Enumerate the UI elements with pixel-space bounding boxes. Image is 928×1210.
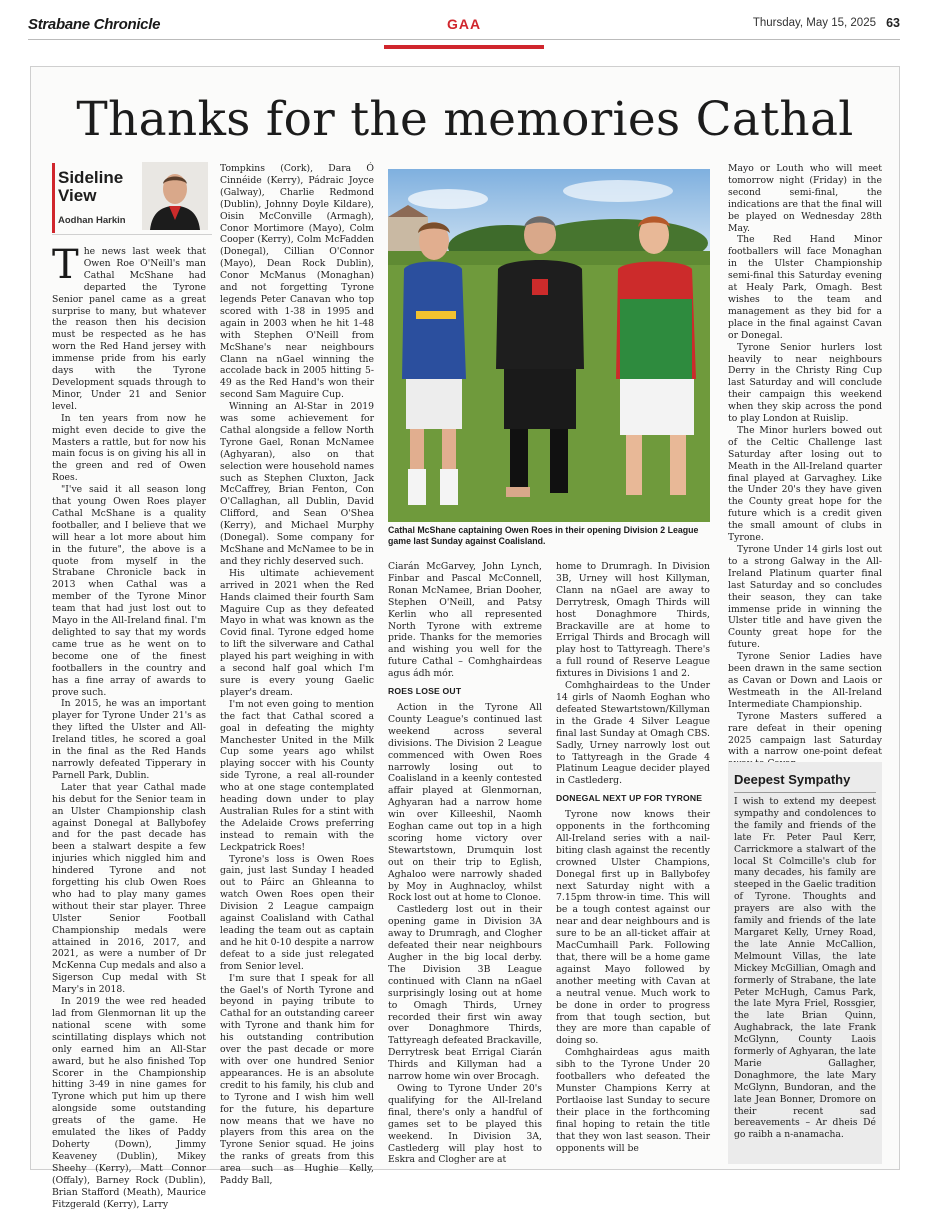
sympathy-box xyxy=(728,762,882,1164)
body-paragraph: Tyrone now knows their opponents in the forthcoming All-Ireland series with a nail-biting clash against the recently crowned Ulster Champions, Donegal first up in Ballybofey next Saturday night with a 7.15pm throw-in time. This will be a tough contest against our near and dear neighbours and is sure to be an all-ticket affair at MacCumhaill Park. Following that, there will be a home game against Mayo followed by another meeting with Cavan at a neutral venue. Much work to be done in order to progress from that tough section, but they are more than capable of doing so. xyxy=(556,809,710,1047)
subheading: DONEGAL NEXT UP FOR TYRONE xyxy=(556,793,703,804)
sympathy-body: I wish to extend my deepest sympathy and condolences to the family and friends of the late Fr. Peter Paul Kerr, Carrickmore a stalwart of the local St Colmcille's club for many decades, his family are steeped in the Gaelic tradition of Tyrone. Thoughts and prayers are also with the family and friends of the late Margaret Kelly, Urney Road, the late Annie McCallion, Melmount Villas, the late Mickey McGillian, Omagh and formerly of Strabane, the late Peter McHugh, Camus Park, the late Myra Friel, Rossgier, the late Brian Quinn, Aughabrack, the late Frank McGlynn, County Laois formerly of Aghyaran, the late Marie Gallagher, Donaghmore, the late Mary McGlynn, Bundoran, and the late Jean Bonner, Dromore on their recent sad bereavements – Ar dheis Dé go raibh a n-anamacha. xyxy=(734,796,876,1141)
body-paragraph: Owing to Tyrone Under 20's qualifying for the All-Ireland final, there's only a handful of games set to be played this weekend. In Division 3A, Castlederg will play host to Eskra and Clogher are at xyxy=(388,1082,542,1166)
body-paragraph: In 2019 the wee red headed lad from Glenmornan lit up the national scene with some scintillating displays which not only earned him an All-Star award, but he also finished Top Scorer in the Championship hitting 3-49 in nine games for Tyrone which put him up there alongside some outstanding greats of the game. He emulated the likes of Paddy Doherty (Down), Jimmy Keaveney (Dublin), Mikey Sheehy (Kerry), Matt Connor (Offaly), Barney Rock (Dublin), Brian Stafford (Meath), Maurice Fitzgerald (Kerry), Larry xyxy=(52,996,206,1210)
article-column-2 xyxy=(220,163,374,1187)
body-paragraph: Tyrone's loss is Owen Roes gain, just last Sunday I headed out to Páirc an Ghleanna to watch Owen Roes open their Division 2 League campaign against Coalisland with Cathal leading the team out as captain and he hit 0-10 despite a narrow defeat to a side just relegated from Senior level. xyxy=(220,853,374,972)
body-paragraph: Tyrone Senior Ladies have been drawn in the same section as Cavan or Down and Laois or Westmeath in the All-Ireland Intermediate Championship. xyxy=(728,651,882,710)
body-paragraph: The Minor hurlers bowed out of the Celtic Challenge last Saturday after losing out to Meath in the All-Ireland quarter final played at Garvaghey. Like the Under 20's they have given the County great hope for the future which is a credit given the small amount of clubs in Tyrone. xyxy=(728,424,882,544)
body-paragraph: In 2015, he was an important player for Tyrone Under 21's as they lifted the Ulster and All-Ireland titles, he scored a goal in the final as the Red Hands narrowly defeated Tipperary in Parnell Park, Dublin. xyxy=(52,698,206,781)
body-paragraph: His ultimate achievement arrived in 2021 when the Red Hands claimed their fourth Sam Maguire Cup as they defeated Mayo in what was known as the Covid final. Tyrone edged home to lift the silverware and Cathal played his part weighing in with a second half goal which I'm sure is every young Gaelic player's dream. xyxy=(220,567,374,698)
body-paragraph: In ten years from now he might even decide to give the Masters a rattle, but for now his main focus is on giving his all in the green and red of Owen Roes. xyxy=(52,412,206,484)
body-paragraph: Tyrone Masters suffered a rare defeat in their opening 2025 campaign last Saturday with a narrow one-point defeat xyxy=(728,710,882,758)
article-column-1 xyxy=(52,242,206,1210)
photo-caption: Cathal McShane captaining Owen Roes in their opening Division 2 League game last Sunday against Coalisland. xyxy=(388,525,699,546)
body-paragraph: Comhghairdeas agus maith sibh to the Tyrone Under 20 footballers who defeated the Munster Champions Kerry at Portlaoise last Sunday to secure their place in the forthcoming final hoping to retain the title that they won last season. Their opponents will be xyxy=(556,1047,710,1154)
author-photo xyxy=(142,162,208,230)
paragraph-text: he news last week that Owen Roe O'Neill's man Cathal McShane had departed the Tyrone Senior panel came as a great surprise to many, but whatever the reason then his decision must be respected as he has worn the Red Hand jersey with immense pride from his early days with the Tyrone Development squads through to Minor, Under 21 and Senior level. xyxy=(52,246,206,412)
author-name: Aodhan Harkin xyxy=(58,215,126,226)
section-accent-bar xyxy=(384,45,544,49)
players-and-referee-photo xyxy=(388,169,710,522)
body-paragraph: Tyrone Senior hurlers lost heavily to near neighbours Derry in the Christy Ring Cup last Saturday and will conclude their campaign this weekend when they skip across the pond to play London at Ruislip. xyxy=(728,341,882,425)
body-paragraph: Comhghairdeas to the Under 14 girls of Naomh Eoghan who defeated Stewartstown/Killyman in the Grade 4 Silver League final last Sunday at Omagh CBS. Sadly, Urney narrowly lost out to Tattyreagh in the Grade 4 Platinum League decider played in Castlederg. xyxy=(556,680,710,787)
masthead-divider xyxy=(28,39,900,40)
issue-date: Thursday, May 15, 2025 xyxy=(752,17,876,29)
match-photo xyxy=(388,169,710,522)
body-paragraph: "I've said it all season long that young Owen Roes player Cathal McShane is a quality footballer, and I believe that we will hear a lot more about him in the future", the above is a quote from myself in the Strabane Chronicle back in 2013 when Cathal was a member of the Tyrone Minor team that had just lost out to Mayo in the All-Ireland final. I'm delighted to say that my words came true as he went on to become one of the finest footballers in the country and has a fine array of awards to prove such. xyxy=(52,484,206,698)
masthead xyxy=(28,14,900,36)
byline-accent-bar xyxy=(52,163,55,233)
subheading: ROES LOSE OUT xyxy=(388,686,462,697)
body-paragraph: Winning an Al-Star in 2019 was some achievement for Cathal alongside a fellow North Tyrone Gael, Ronan McNamee (Aghyaran), also on that selection were household names such as Stephen Cluxton, Jack McCaffrey, Brian Fenton, Con O'Callaghan, all Dublin, David Clifford, and Sean O'Shea (Kerry), and Michael Murphy (Donegal). Some company for McShane and McNamee to be in and they richly deserved such. xyxy=(220,401,374,567)
body-paragraph: Tompkins (Cork), Dara Ó Cinnéide (Kerry), Pádraic Joyce (Galway), Charlie Redmond (Dublin), Johnny Doyle Kildare), Oisin McConville (Armagh), Conor Mortimore (Mayo), Colm Cooper (Kerry), Colm McFadden (Donegal), Cillian O'Connor (Mayo), Dean Rock Dublin), Conor McManus (Monaghan) and not forgetting Tyrone legends Peter Canavan who top scored with 1-38 in 1995 and again in 2003 when he hit 1-48 with Stephen O'Neill from McShane's near neighbours Clann na nGael winning the accolade back in 2005 hitting 5-49 as the Red Hand's won their second Sam Maguire Cup. xyxy=(220,163,374,401)
page-number: 63 xyxy=(886,16,900,30)
sympathy-title: Deepest Sympathy xyxy=(734,772,851,787)
author-portrait-icon xyxy=(142,162,208,230)
body-paragraph: Mayo or Louth who will meet tomorrow night (Friday) in the second semi-final, the indications are that the final will be played on Wednesday 28th May. xyxy=(728,163,882,234)
body-paragraph xyxy=(52,242,206,413)
body-paragraph: Castlederg lost out in their opening game in Division 3A away to Drumragh, and Clogher defeated their near neighbours Augher in the big local derby. The Division 3B League continued with Clann na nGael surprisingly losing out at home to Omagh Thirds, Urney recorded their first win away over Donaghmore Thirds, Tattyreagh defeated Brackaville, Derrytresk beat Errigal Ciarán Thirds and Killyman had a narrow home win over Brocagh. xyxy=(388,904,542,1083)
body-paragraph: I'm sure that I speak for all the Gael's of North Tyrone and beyond in paying tribute to Cathal for an outstanding career with Tyrone and thank him for his outstanding contribution over the past decade or more with over one hundred Senior appearances. He is an absolute credit to his family, his club and to Tyrone and I wish him well for the future, his departure now means that we have no players from this area on the Tyrone Senior squad. He joins the ranks of greats from this area such as Hughie Kelly, Paddy Ball, xyxy=(220,972,374,1187)
article-column-3 xyxy=(388,561,542,1166)
article-column-4 xyxy=(556,561,710,1156)
body-paragraph: Action in the Tyrone All County League's continued last weekend across several divisions. The Division 2 League commenced with Owen Roes narrowly losing out to Coalisland in a keenly contested affair played at Glenmornan, Aghyaran had a narrow home win over Killeeshil, Naomh Eoghan came out top in a high scoring home victory over Stewartstown, Drumquin lost out on their trip to Eglish, Aghaloo were narrowly shaded by Moy in Aughnacloy, whilst Rock lost out at home to Clonoe. xyxy=(388,701,542,904)
drop-cap: T xyxy=(52,242,79,288)
newspaper-brand[interactable]: Strabane Chronicle xyxy=(28,16,161,33)
column-title: Sideline View xyxy=(58,168,124,205)
body-paragraph: Later that year Cathal made his debut for the Senior team in an Ulster Championship clash against Donegal at Ballybofey and for the past decade has been a stalwart despite a few injuries which niggled him and hindered Tyrone and not forgetting his club Owen Roes who had to play many games without their star player. Three Ulster Senior Football Championship medals were attained in 2016, 2017, and 2021, as were a number of Dr McKenna Cup medals and also a Sigerson Cup medal with St Mary's in 2018. xyxy=(52,781,206,996)
body-paragraph: I'm not even going to mention the fact that Cathal scored a goal in defeating the mighty Manchester United in the Milk Cup some years ago whilst playing soccer with his County side Tyrone, a real all-rounder who at one stage contemplated heading down under to play Australian Rules for a stint with the Adelaide Crows preferring instead to remain with the Leckpatrick Roes! xyxy=(220,698,374,853)
body-paragraph: Ciarán McGarvey, John Lynch, Finbar and Pascal McConnell, Ronan McNamee, Brian Dooher, Stephen O'Neill, and Patsy Kerlin who all represented North Tyrone with extreme pride. Thanks for the memories and wishing you well for the future Cathal – Comhghairdeas agus ádh mór. xyxy=(388,561,542,680)
section-label: GAA xyxy=(446,16,482,32)
headline: Thanks for the memories Cathal xyxy=(76,92,854,147)
body-paragraph: Tyrone Under 14 girls lost out to a strong Galway in the All-Ireland Platinum quarter final last Saturday and so concludes their season, they can take immense pride in winning the Ulster title and have given the County great hope for the future. xyxy=(728,544,882,651)
body-paragraph: The Red Hand Minor footballers will face Monaghan in the Ulster Championship semi-final this Saturday evening at Healy Park, Omagh. Best wishes to the team and management as they bid for a place in the final against Cavan or Donegal. xyxy=(728,234,882,341)
body-paragraph: home to Drumragh. In Division 3B, Urney will host Killyman, Clann na nGael are away to Derrytresk, Omagh Thirds will host Donaghmore Thirds, Brackaville are at home to Errigal Thirds and Brocagh will play host to Tattyreagh. There's a full round of Reserve League fixtures in Divisions 1 and 2. xyxy=(556,561,710,680)
sympathy-divider xyxy=(734,792,876,793)
article-column-5 xyxy=(728,163,882,758)
